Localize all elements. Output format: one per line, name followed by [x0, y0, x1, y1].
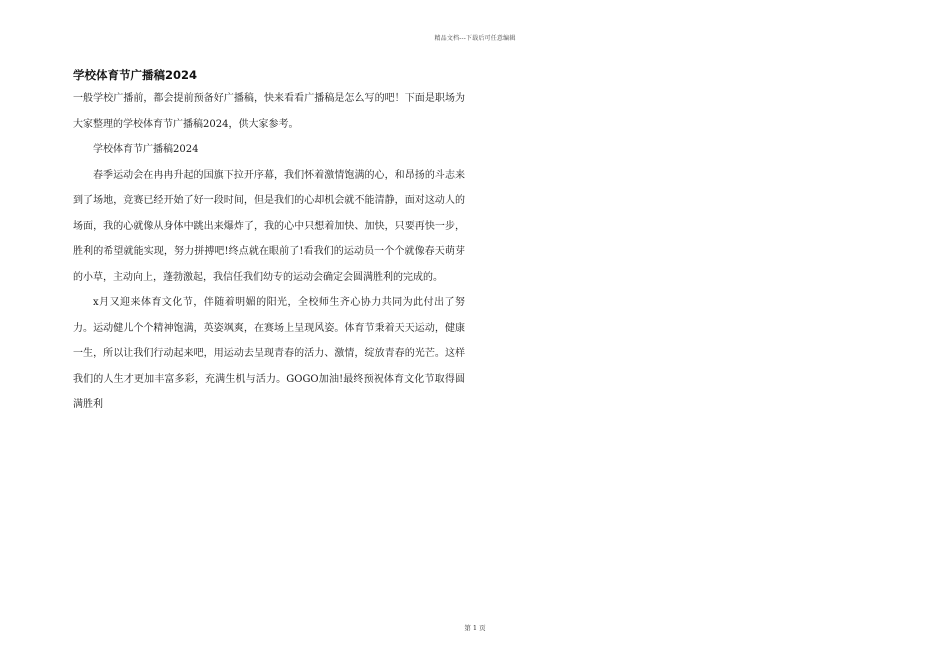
intro-paragraph: 一般学校广播前，都会提前预备好广播稿，快来看看广播稿是怎么写的吧！下面是职场为大家整理的学校体育节广播稿2024，供大家参考。	[73, 93, 465, 130]
document-body	[73, 66, 465, 418]
body-paragraph-2: x月又迎来体育文化节，伴随着明媚的阳光，全校师生齐心协力共同为此付出了努力。运动健儿个个精神饱满，英姿飒爽，在赛场上呈现风姿。体育节秉着天天运动，健康一生，所以让我们行动起来吧，用运动去呈现青春的活力、激情，绽放青春的光芒。这样我们的人生才更加丰富多彩，充满生机与活力。GOGO加油!最终预祝体育文化节取得圆满胜利	[73, 297, 465, 410]
document-title: 学校体育节广播稿2024	[73, 68, 198, 82]
subheading-paragraph: 学校体育节广播稿2024	[93, 144, 199, 155]
page-header: 精品文档---下载后可任意编辑	[434, 35, 516, 42]
page-number: 第 1 页	[464, 624, 486, 632]
body-paragraph-1: 春季运动会在冉冉升起的国旗下拉开序幕，我们怀着激情饱满的心，和昂扬的斗志来到了场地，竞赛已经开始了好一段时间，但是我们的心却机会就不能清静，面对这动人的场面，我的心就像从身体中跳出来爆炸了，我的心中只想着加快、加快，只要再快一步，胜利的希望就能实现，努力拼搏吧!终点就在眼前了!看我们的运动员一个个就像春天萌芽的小草，主动向上，蓬勃激起，我信任我们幼专的运动会确定会圆满胜利的完成的。	[73, 169, 465, 283]
